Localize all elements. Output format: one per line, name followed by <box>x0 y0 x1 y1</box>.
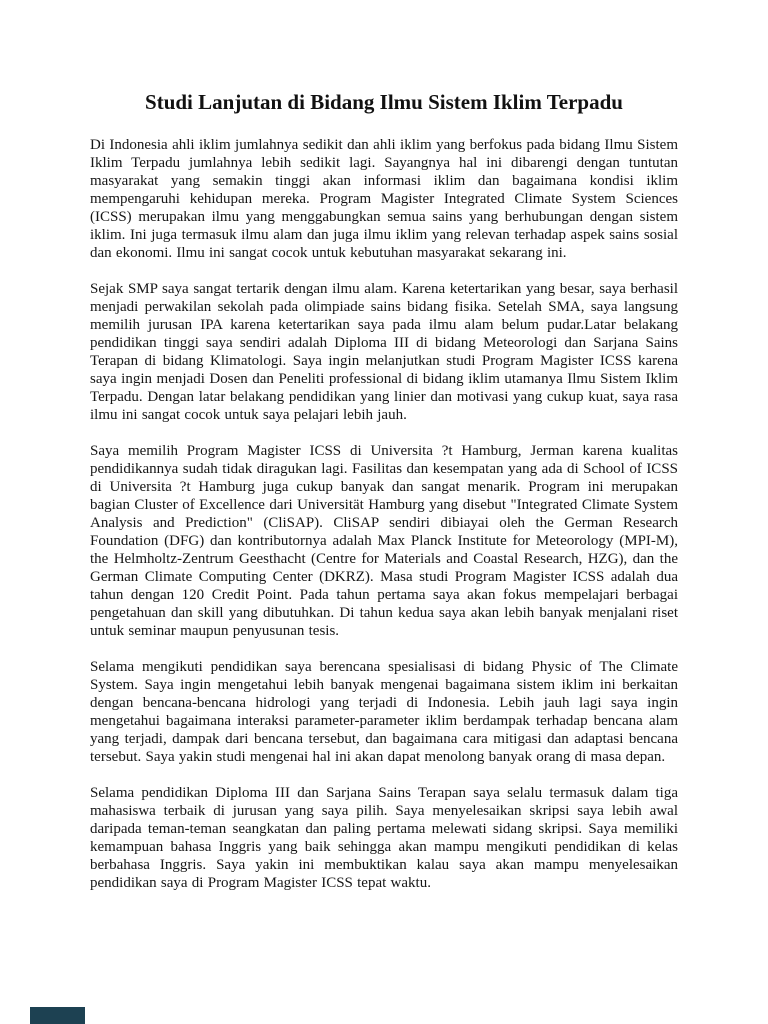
document-body <box>90 136 678 910</box>
paragraph-4: Selama mengikuti pendidikan saya berencana spesialisasi di bidang Physic of The Climate System. Saya ingin mengetahui lebih banyak mengenai bagaimana sistem iklim ini berkaitan dengan bencana-bencana hidrologi yang terjadi di Indonesia. Lebih jauh lagi saya ingin mengetahui bagaimana interaksi parameter-parameter iklim berdampak terhadap bencana alam yang terjadi, dampak dari bencana tersebut, dan bagaimana cara mitigasi dan adaptasi bencana tersebut. Saya yakin studi mengenai hal ini akan dapat menolong banyak orang di masa depan. <box>90 659 678 765</box>
document-title: Studi Lanjutan di Bidang Ilmu Sistem Iklim Terpadu <box>145 90 623 114</box>
page-footer-fragment <box>30 1007 85 1024</box>
paragraph-5: Selama pendidikan Diploma III dan Sarjana Sains Terapan saya selalu termasuk dalam tiga mahasiswa terbaik di jurusan yang saya pilih. Saya menyelesaikan skripsi saya lebih awal daripada teman-teman seangkatan dan paling pertama melewati sidang skripsi. Saya memiliki kemampuan bahasa Inggris yang baik sehingga akan mampu mengikuti pendidikan di kelas berbahasa Inggris. Saya yakin ini membuktikan kalau saya akan mampu menyelesaikan pendidikan saya di Program Magister ICSS tepat waktu. <box>90 785 678 891</box>
paragraph-1: Di Indonesia ahli iklim jumlahnya sedikit dan ahli iklim yang berfokus pada bidang Ilmu Sistem Iklim Terpadu jumlahnya lebih sedikit lagi. Sayangnya hal ini dibarengi dengan tuntutan masyarakat yang semakin tinggi akan informasi iklim dan bagaimana kondisi iklim mempengaruhi kehidupan mereka. Program Magister Integrated Climate System Sciences (ICSS) merupakan ilmu yang menggabungkan semua sains yang berhubungan dengan sistem iklim. Ini juga termasuk ilmu alam dan juga ilmu iklim yang relevan terhadap aspek sains sosial dan ekonomi. Ilmu ini sangat cocok untuk kebutuhan masyarakat sekarang ini. <box>90 137 678 261</box>
paragraph-3: Saya memilih Program Magister ICSS di Universita ?t Hamburg, Jerman karena kualitas pendidikannya sudah tidak diragukan lagi. Fasilitas dan kesempatan yang ada di School of ICSS di Universita ?t Hamburg juga cukup banyak dan sangat menarik. Program ini merupakan bagian Cluster of Excellence dari Universität Hamburg yang disebut "Integrated Climate System Analysis and Prediction" (CliSAP). CliSAP sendiri dibiayai oleh the German Research Foundation (DFG) dan kontributornya adalah Max Planck Institute for Meteorology (MPI-M), the Helmholtz-Zentrum Geesthacht (Centre for Materials and Coastal Research, HZG), dan the German Climate Computing Center (DKRZ). Masa studi Program Magister ICSS adalah dua tahun dengan 120 Credit Point. Pada tahun pertama saya akan fokus mempelajari berbagai pengetahuan dan skill yang dibutuhkan. Di tahun kedua saya akan lebih banyak menjalani riset untuk seminar maupun penyusunan tesis. <box>90 443 678 639</box>
paragraph-2: Sejak SMP saya sangat tertarik dengan ilmu alam. Karena ketertarikan yang besar, saya berhasil menjadi perwakilan sekolah pada olimpiade sains bidang fisika. Setelah SMA, saya langsung memilih jurusan IPA karena ketertarikan saya pada ilmu alam belum pudar.Latar belakang pendidikan tinggi saya sendiri adalah Diploma III di bidang Meteorologi dan Sarjana Sains Terapan di bidang Klimatologi. Saya ingin melanjutkan studi Program Magister ICSS karena saya ingin menjadi Dosen dan Peneliti professional di bidang iklim utamanya Ilmu Sistem Iklim Terpadu. Dengan latar belakang pendidikan yang linier dan motivasi yang cukup kuat, saya rasa ilmu ini sangat cocok untuk saya pelajari lebih jauh. <box>90 281 678 423</box>
